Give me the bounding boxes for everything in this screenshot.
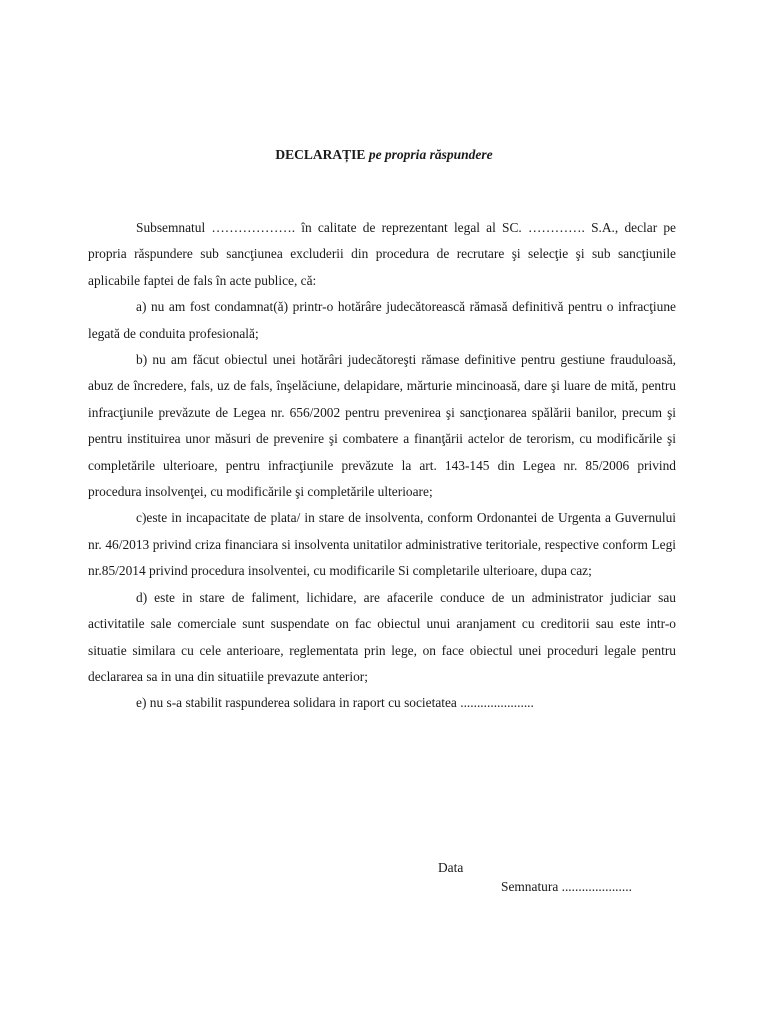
- paragraph-a: a) nu am fost condamnat(ă) printr-o hotărâre judecătorească rămasă definitivă pentru o infracţiune legată de conduita profesională;: [88, 299, 676, 341]
- paragraph-e: e) nu s-a stabilit raspunderea solidara in raport cu societatea ......................: [136, 695, 534, 711]
- signature-label: Semnatura .....................: [501, 879, 632, 894]
- title-subtitle: pe propria răspundere: [365, 147, 493, 162]
- paragraph-b: b) nu am făcut obiectul unei hotărâri judecătoreşti rămase definitive pentru gestiune frauduloasă, abuz de încredere, fals, uz de fals, înşelăciune, delapidare, mărturie mincinoasă, dare şi luare de mită, pentru infracţiunile prevăzute de Legea nr. 656/2002 pentru prevenirea şi sancţionarea spălării banilor, precum şi pentru instituirea unor măsuri de prevenire şi combatere a finanţării actelor de terorism, cu modificările şi completările ulterioare, pentru infracţiunile prevăzute la art. 143-145 din Legea nr. 85/2006 privind procedura insolvenţei, cu modificările şi completările ulterioare;: [88, 352, 676, 500]
- paragraph-d: d) este in stare de faliment, lichidare, are afacerile conduce de un administrator judiciar sau activitatile sale comerciale sunt suspendate on fac obiectul unui aranjament cu creditorii sau este intr-o situatie similara cu cele anterioare, reglementata prin lege, on face obiectul unei proceduri legale pentru declararea sa in una din situatiile prevazute anterior;: [88, 589, 676, 684]
- title-main: DECLARAȚIE: [275, 147, 366, 162]
- date-label: Data: [438, 860, 464, 875]
- document-title: [0, 146, 768, 164]
- paragraph-intro: Subsemnatul ………………. în calitate de reprezentant legal al SC. …………. S.A., declar pe propria răspundere sub sancţiunea excluderii din procedura de recrutare şi selecţie şi sub sancţiunile aplicabile faptei de fals în acte publice, că:: [88, 220, 676, 288]
- paragraph-c: c)este in incapacitate de plata/ in stare de insolventa, conform Ordonantei de Urgenta a Guvernului nr. 46/2013 privind criza financiara si insolventa unitatilor administrative teritoriale, respective conform Legi nr.85/2014 privind procedura insolventei, cu modificarile Si completarile ulterioare, dupa caz;: [88, 510, 676, 579]
- document-body: [88, 215, 676, 717]
